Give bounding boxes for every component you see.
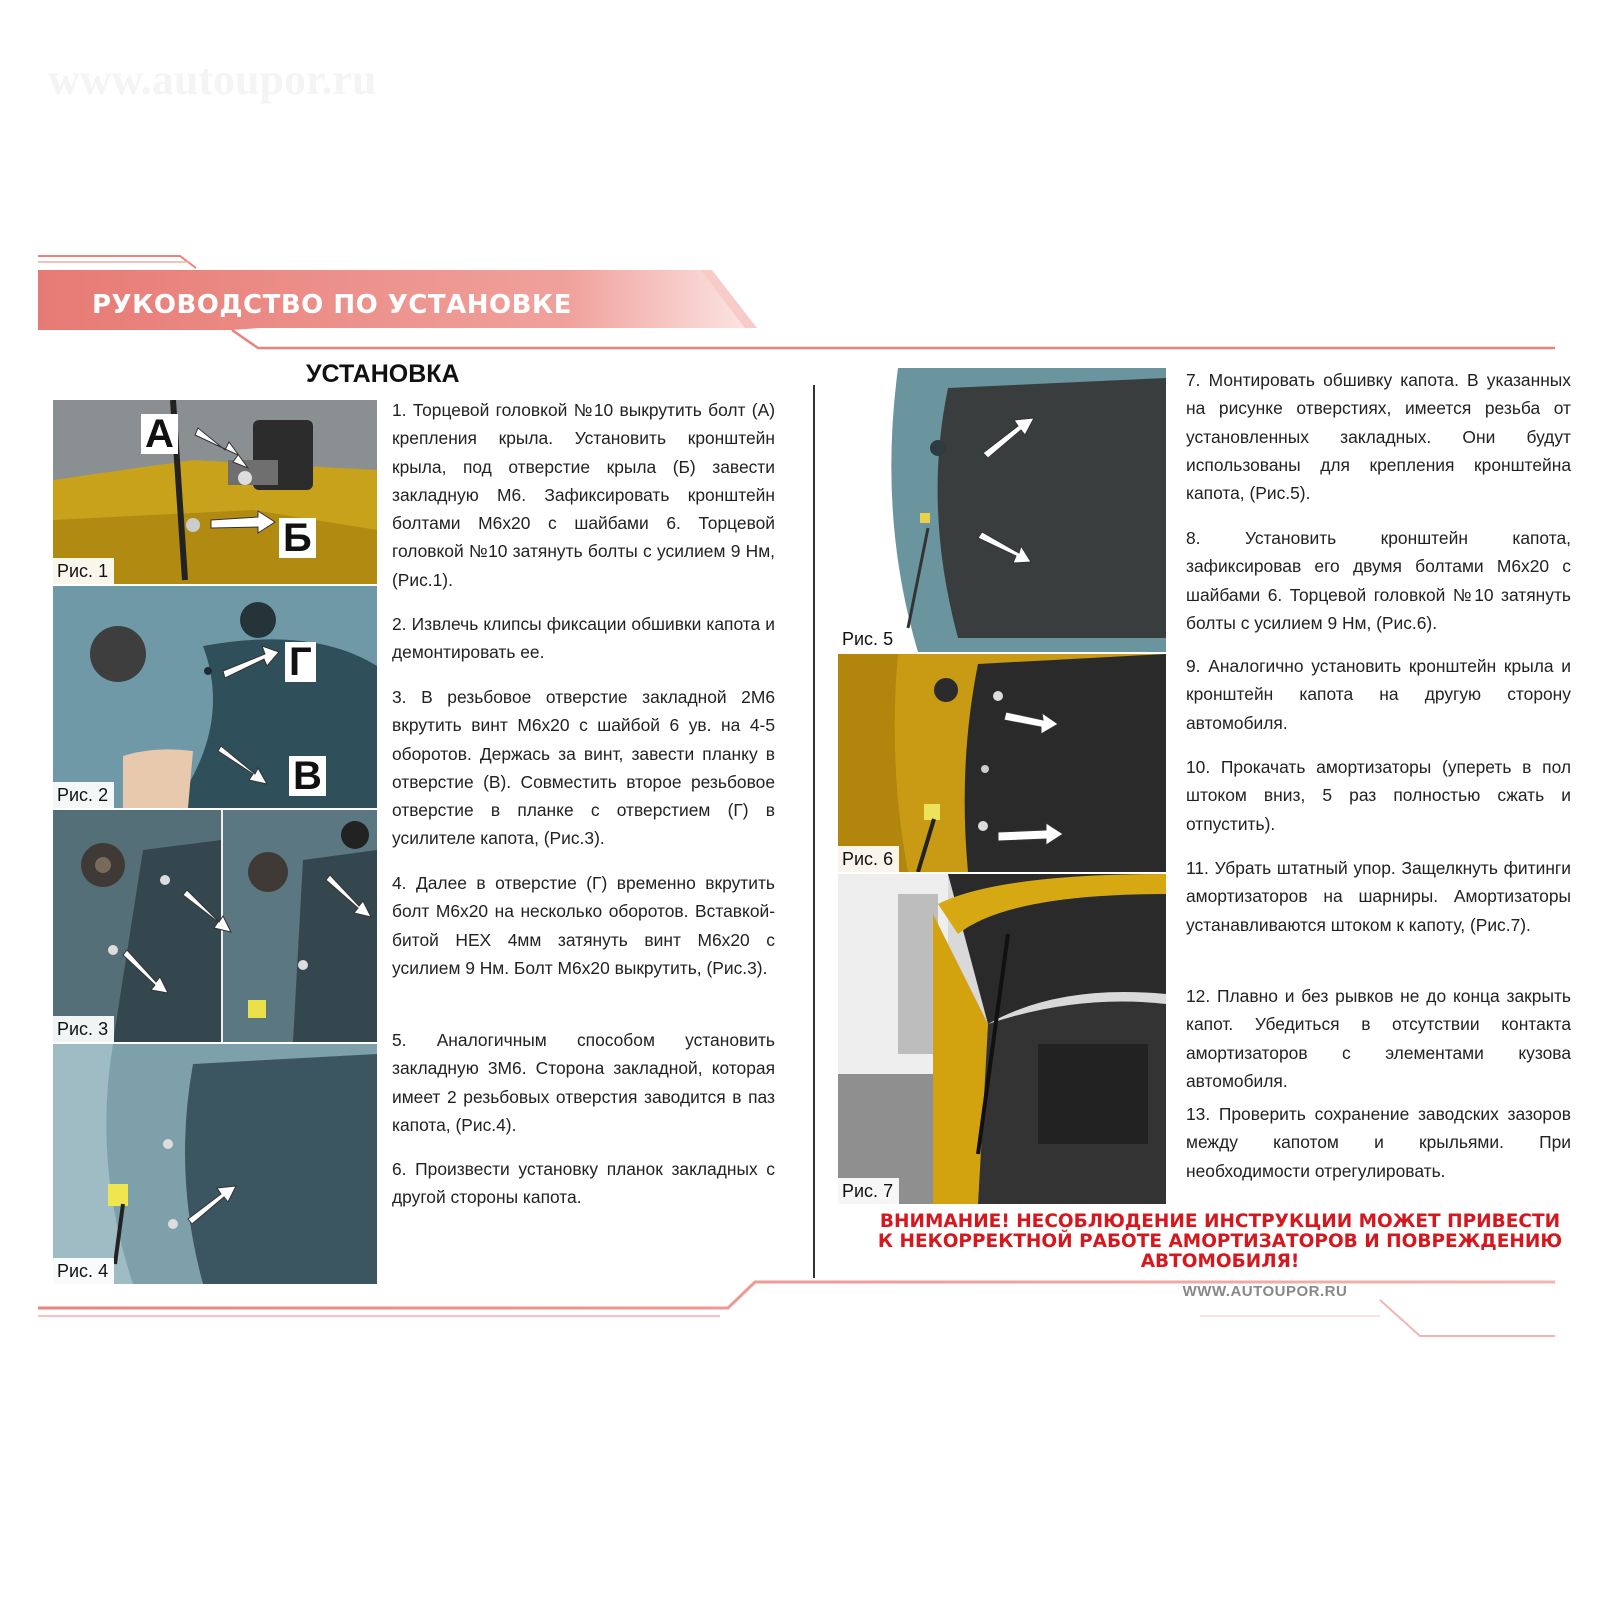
label-v: В (289, 756, 326, 796)
figure-5-image (838, 368, 1166, 652)
figure-4 (53, 1044, 377, 1284)
step-7: 7. Монтировать обшивку капота. В указанных на рисунке отверстиях, имеется резьба от установленных закладных. Они будут использованы для крепления кронштейна капота, (Рис.5). (1186, 370, 1571, 504)
figure-3 (53, 810, 377, 1042)
step-1: 1. Торцевой головкой №10 выкрутить болт (А) крепления крыла. Установить кронштейн крыла, под отверстие крыла (Б) завести закладную М6. Зафиксировать кронштейн болтами М6х20 с шайбами 6. Торцевой головкой №10 затянуть болты с усилием 9 Нм, (Рис.1). (392, 400, 775, 590)
figure-2-image (53, 586, 377, 808)
step-9: 9. Аналогично установить кронштейн крыла и кронштейн капота на другую сторону автомобиля. (1186, 656, 1571, 733)
step-11: 11. Убрать штатный упор. Защелкнуть фитинги амортизаторов на шарниры. Амортизаторы устанавливаются штоком к капоту, (Рис.7). (1186, 858, 1571, 935)
step-3: 3. В резьбовое отверстие закладной 2М6 вкрутить винт М6х20 с шайбой 6 ув. на 4-5 оборотов. Держась за винт, завести планку в отверстие (В). Совместить второе резьбовое отверстие в планке с отверстием (Г) в усилителе капота, (Рис.3). (392, 687, 775, 849)
figure-4-caption: Рис. 4 (53, 1258, 114, 1284)
figure-7-caption: Рис. 7 (838, 1178, 899, 1204)
figure-3-image (53, 810, 377, 1042)
header-title: РУКОВОДСТВО ПО УСТАНОВКЕ (92, 290, 572, 320)
label-g: Г (285, 642, 316, 682)
label-b: Б (279, 518, 316, 558)
step-6: 6. Произвести установку планок закладных с другой стороны капота. (392, 1159, 775, 1208)
figure-1 (53, 400, 377, 584)
figure-1-caption: Рис. 1 (53, 558, 114, 584)
figure-5 (838, 368, 1166, 652)
figure-4-image (53, 1044, 377, 1284)
step-8: 8. Установить кронштейн капота, зафиксировав его двумя болтами М6х20 с шайбами 6. Торцевой головкой №10 затянуть болты с усилием 9 Нм, (Рис.6). (1186, 528, 1571, 633)
figure-6-caption: Рис. 6 (838, 846, 899, 872)
label-a: А (141, 414, 178, 454)
section-title: УСТАНОВКА (306, 360, 460, 388)
figure-1-image (53, 400, 377, 584)
figure-2-caption: Рис. 2 (53, 782, 114, 808)
step-10: 10. Прокачать амортизаторы (упереть в пол штоком вниз, 5 раз полностью сжать и отпустить). (1186, 757, 1571, 834)
figure-2 (53, 586, 377, 808)
footer-website: WWW.AUTOUPOR.RU (1182, 1283, 1348, 1300)
step-2: 2. Извлечь клипсы фиксации обшивки капота и демонтировать ее. (392, 614, 775, 663)
warning-notice: ВНИМАНИЕ! НЕСОБЛЮДЕНИЕ ИНСТРУКЦИИ МОЖЕТ ПРИВЕСТИ К НЕКОРРЕКТНОЙ РАБОТЕ АМОРТИЗАТОРОВ И ПОВРЕЖДЕНИЮ АВТОМОБИЛЯ! (877, 1211, 1563, 1272)
figure-6-image (838, 654, 1166, 872)
step-13: 13. Проверить сохранение заводских зазоров между капотом и крыльями. При необходимости отрегулировать. (1186, 1104, 1571, 1181)
step-4: 4. Далее в отверстие (Г) временно вкрутить болт М6х20 на несколько оборотов. Вставкой-битой HEX 4мм затянуть винт М6х20 с усилием 9 Нм. Болт М6х20 выкрутить, (Рис.3). (392, 873, 775, 978)
figure-3-caption: Рис. 3 (53, 1016, 114, 1042)
step-5: 5. Аналогичным способом установить закладную 3М6. Сторона закладной, которая имеет 2 резьбовых отверстия заводится в паз капота, (Рис.4). (392, 1030, 775, 1135)
figure-6 (838, 654, 1166, 872)
figure-7-image (838, 874, 1166, 1204)
figure-7 (838, 874, 1166, 1204)
column-divider (813, 385, 815, 1278)
watermark: www.autoupor.ru (48, 55, 377, 104)
figure-5-caption: Рис. 5 (838, 626, 899, 652)
step-12: 12. Плавно и без рывков не до конца закрыть капот. Убедиться в отсутствии контакта амортизаторов с элементами кузова автомобиля. (1186, 986, 1571, 1091)
